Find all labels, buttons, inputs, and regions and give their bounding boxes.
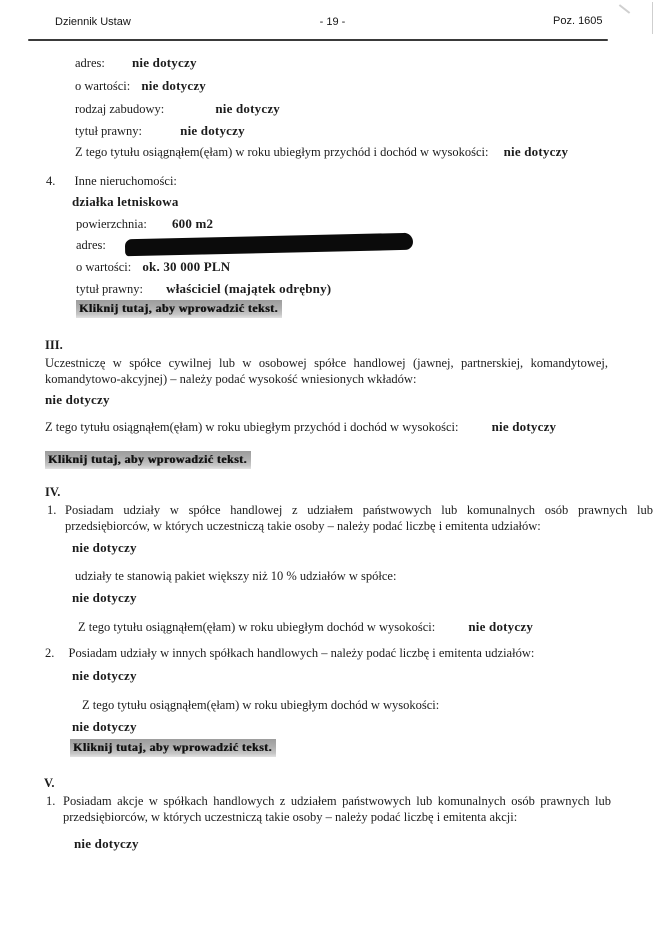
placeholder-text: Kliknij tutaj, aby wprowadzić tekst. [45, 451, 251, 469]
field-row-adres [75, 55, 197, 71]
field-row-tytul [75, 123, 245, 139]
field-label: Z tego tytułu osiągnąłem(ęłam) w roku ubiegłym dochód w wysokości: [82, 698, 440, 712]
section-iv-sub-label [75, 569, 396, 584]
field-label: Z tego tytułu osiągnąłem(ęłam) w roku ubiegłym przychód i dochód w wysokości: [45, 420, 459, 434]
field-value: ok. 30 000 PLN [142, 259, 231, 274]
section-iv-item1-income-row [78, 619, 533, 635]
placeholder-smudge [45, 450, 251, 469]
scan-artifact [652, 2, 653, 34]
field-row-dochod [75, 144, 568, 160]
field-row-zabudowa [75, 101, 280, 117]
section-v-item1-number [46, 794, 55, 809]
field-label: Z tego tytułu osiągnąłem(ęłam) w roku ubiegłym przychód i dochód w wysokości: [75, 145, 489, 159]
item-number: 4. [46, 174, 56, 188]
section-iii-answer: nie dotyczy [45, 392, 110, 407]
field-value: nie dotyczy [503, 144, 569, 159]
section-iv-item1-paragraph: Posiadam udziały w spółce handlowej z udziałem państwowych lub komunalnych osób prawnych lub przedsiębiorców, w których uczestniczą takie osoby – należy podać liczbę i emitenta udziałów: [65, 503, 653, 533]
section-iv-item1-answer2: nie dotyczy [72, 590, 137, 605]
placeholder-text: Kliknij tutaj, aby wprowadzić tekst. [76, 300, 282, 318]
section-v-item1-answer: nie dotyczy [74, 836, 139, 851]
section-iv-number: IV. [45, 485, 61, 499]
item-title: Inne nieruchomości: [74, 174, 177, 188]
field-value: nie dotyczy [180, 123, 245, 138]
field-value: nie dotyczy [491, 419, 557, 434]
journal-title: Dziennik Ustaw [55, 16, 131, 28]
section-iv-item2-heading [45, 646, 534, 661]
item-number: 2. [45, 646, 55, 660]
field-value: nie dotyczy [468, 619, 534, 634]
header-rule [28, 39, 608, 41]
field-label: tytuł prawny: [75, 124, 143, 138]
item-paragraph: Posiadam udziały w innych spółkach handlowych – należy podać liczbę i emitenta udziałów: [68, 646, 535, 660]
field-row-tytul [76, 281, 331, 297]
item-4-heading [46, 174, 177, 189]
section-iv-item1-number [47, 503, 56, 518]
placeholder-smudge [76, 299, 282, 318]
scan-artifact [619, 4, 630, 14]
page-number: - 19 - [319, 16, 346, 28]
section-iv-item2-income-label [82, 698, 439, 713]
field-label: udziały te stanowią pakiet większy niż 10 % udziałów w spółce: [75, 569, 397, 583]
item-number: 1. [47, 503, 57, 517]
field-label: tytuł prawny: [76, 282, 144, 296]
field-row-adres-redacted [76, 236, 413, 253]
section-iii-paragraph: Uczestniczę w spółce cywilnej lub w osobowej spółce handlowej (jawnej, partnerskiej, komandytowej, komandytowo-akcyjnej) – należy podać wysokość wniesionych wkładów: [45, 356, 608, 386]
field-value: 600 m2 [171, 216, 214, 231]
section-iii-number: III. [45, 338, 63, 352]
field-value: nie dotyczy [141, 78, 206, 93]
field-label: Z tego tytułu osiągnąłem(ęłam) w roku ubiegłym dochód w wysokości: [78, 620, 436, 634]
field-value: właściciel (majątek odrębny) [166, 281, 332, 296]
field-label: o wartości: [76, 260, 132, 274]
section-iii-income-row [45, 419, 556, 435]
field-row-wartosc [75, 78, 206, 94]
item-number: 1. [46, 794, 56, 808]
field-value: nie dotyczy [131, 55, 197, 70]
section-iv-item1-answer1: nie dotyczy [72, 540, 137, 555]
section-v-number: V. [44, 776, 55, 790]
field-label: powierzchnia: [76, 217, 147, 231]
section-iv-item2-answer1: nie dotyczy [72, 668, 137, 683]
field-value: nie dotyczy [215, 101, 280, 116]
placeholder-text: Kliknij tutaj, aby wprowadzić tekst. [70, 739, 276, 757]
field-label: adres: [76, 238, 106, 252]
field-label: o wartości: [75, 79, 131, 93]
section-v-item1-paragraph: Posiadam akcje w spółkach handlowych z udziałem państwowych lub komunalnych osób prawnych lub przedsiębiorców, w których uczestniczą takie osoby – należy podać liczbę i emitenta akcji: [63, 794, 611, 824]
redaction-bar [125, 233, 413, 257]
position-number: Poz. 1605 [553, 15, 603, 27]
section-iv-item2-income-value: nie dotyczy [72, 719, 137, 734]
estate-name: działka letniskowa [72, 194, 179, 209]
field-row-wartosc [76, 259, 230, 275]
placeholder-smudge [70, 738, 276, 757]
field-row-powierzchnia [76, 216, 213, 232]
field-label: rodzaj zabudowy: [75, 102, 165, 116]
field-label: adres: [75, 56, 105, 70]
